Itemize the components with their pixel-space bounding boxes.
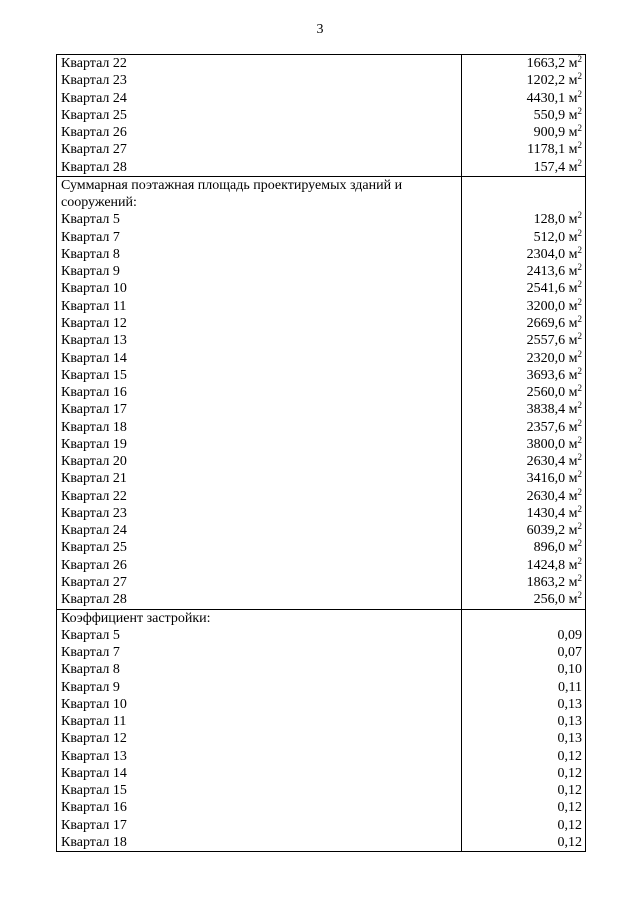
quarter-label: Квартал 15	[61, 367, 127, 383]
unit-power: 2	[577, 211, 582, 221]
unit-power: 2	[577, 72, 582, 82]
unit-symbol: м	[568, 229, 578, 245]
unit-power: 2	[577, 332, 582, 342]
value-unit	[565, 212, 582, 227]
unit-power: 2	[577, 522, 582, 532]
quarter-label: Квартал 10	[61, 696, 127, 712]
unit-symbol: м	[568, 488, 578, 504]
section-row	[57, 176, 586, 609]
quarter-value	[462, 72, 582, 89]
quarter-value	[462, 782, 582, 799]
value-number: 256,0	[533, 592, 566, 608]
unit-power: 2	[577, 591, 582, 601]
value-number: 1202,2	[526, 73, 566, 89]
quarter-label: Квартал 25	[61, 540, 127, 556]
quarter-label: Квартал 16	[61, 385, 127, 401]
quarter-value	[462, 522, 582, 539]
quarter-value	[462, 765, 582, 782]
quarter-label: Квартал 12	[61, 731, 127, 747]
unit-symbol: м	[568, 281, 578, 297]
unit-symbol: м	[568, 557, 578, 573]
quarter-value	[462, 229, 582, 246]
value-number: 1663,2	[526, 56, 566, 71]
quarter-label: Квартал 10	[61, 281, 127, 297]
quarter-value	[462, 591, 582, 608]
value-unit	[565, 523, 582, 538]
quarter-label: Квартал 24	[61, 523, 127, 539]
unit-power: 2	[577, 228, 582, 238]
value-unit	[565, 558, 582, 573]
quarter-value	[462, 557, 582, 574]
quarter-label: Квартал 13	[61, 748, 127, 764]
unit-symbol: м	[568, 246, 578, 262]
unit-power: 2	[577, 158, 582, 168]
quarter-label: Квартал 26	[61, 557, 127, 573]
heading-value-spacer	[462, 177, 582, 212]
quarter-value	[462, 574, 582, 591]
unit-symbol: м	[568, 402, 578, 418]
quarter-label: Квартал 17	[61, 817, 127, 833]
quarter-value	[462, 748, 582, 765]
unit-power: 2	[577, 263, 582, 273]
value-unit	[565, 540, 582, 555]
unit-symbol: м	[568, 592, 578, 608]
quarter-value	[462, 488, 582, 505]
quarter-label: Квартал 16	[61, 800, 127, 816]
quarter-label: Квартал 27	[61, 574, 127, 590]
quarter-value	[462, 661, 582, 678]
quarter-label: Квартал 21	[61, 471, 127, 487]
value-number: 2413,6	[526, 264, 566, 280]
section-values-cell	[462, 176, 586, 609]
value-number: 2560,0	[526, 385, 566, 401]
quarter-label: Квартал 19	[61, 436, 127, 452]
section-labels-cell	[57, 55, 462, 177]
value-number: 3838,4	[526, 402, 566, 418]
quarter-label: Квартал 8	[61, 662, 120, 678]
quarter-label: Квартал 25	[61, 107, 127, 123]
section-values-cell	[462, 55, 586, 177]
quarter-value	[462, 834, 582, 851]
value-unit	[565, 160, 582, 175]
value-number: 2304,0	[526, 246, 566, 262]
indicators-table-body	[57, 55, 586, 852]
unit-symbol: м	[568, 142, 578, 158]
quarter-value	[462, 696, 582, 713]
quarter-label: Квартал 18	[61, 419, 127, 435]
value-unit	[565, 299, 582, 314]
value-number: 0,09	[557, 627, 582, 643]
quarter-value	[462, 107, 582, 124]
quarter-label: Квартал 14	[61, 765, 127, 781]
value-unit	[565, 506, 582, 521]
value-unit	[565, 230, 582, 245]
quarter-value	[462, 315, 582, 332]
unit-power: 2	[577, 470, 582, 480]
value-unit	[565, 264, 582, 279]
value-number: 2541,6	[526, 281, 566, 297]
unit-symbol: м	[568, 471, 578, 487]
unit-power: 2	[577, 349, 582, 359]
unit-symbol: м	[568, 90, 578, 106]
value-unit	[565, 91, 582, 106]
page-number: 3	[316, 22, 324, 37]
unit-symbol: м	[568, 212, 578, 228]
quarter-value	[462, 505, 582, 522]
value-unit	[565, 402, 582, 417]
unit-power: 2	[577, 539, 582, 549]
value-unit	[565, 108, 582, 123]
value-number: 0,13	[557, 714, 582, 730]
value-unit	[565, 247, 582, 262]
value-unit	[565, 56, 582, 71]
unit-power: 2	[577, 106, 582, 116]
quarter-label: Квартал 7	[61, 645, 120, 661]
value-number: 4430,1	[526, 90, 566, 106]
quarter-label: Квартал 23	[61, 73, 127, 89]
unit-symbol: м	[568, 385, 578, 401]
value-number: 0,12	[557, 748, 582, 764]
section-heading: Суммарная поэтажная площадь проектируемых зданий и сооружений:	[61, 177, 403, 211]
value-number: 550,9	[533, 107, 566, 123]
unit-symbol: м	[568, 125, 578, 141]
quarter-value	[462, 436, 582, 453]
value-unit	[565, 592, 582, 607]
quarter-label: Квартал 15	[61, 783, 127, 799]
value-unit	[565, 489, 582, 504]
unit-symbol: м	[568, 454, 578, 470]
unit-symbol: м	[568, 523, 578, 539]
quarter-value	[462, 627, 582, 644]
unit-symbol: м	[568, 350, 578, 366]
quarter-label: Квартал 14	[61, 350, 127, 366]
unit-power: 2	[577, 418, 582, 428]
value-number: 2357,6	[526, 419, 566, 435]
quarter-value	[462, 211, 582, 228]
value-unit	[565, 368, 582, 383]
quarter-value	[462, 246, 582, 263]
quarter-label: Квартал 28	[61, 592, 127, 608]
value-unit	[565, 575, 582, 590]
value-number: 3800,0	[526, 436, 566, 452]
quarter-value	[462, 124, 582, 141]
quarter-value	[462, 367, 582, 384]
value-number: 0,13	[557, 696, 582, 712]
unit-power: 2	[577, 366, 582, 376]
unit-power: 2	[577, 280, 582, 290]
section-row	[57, 55, 586, 177]
quarter-label: Квартал 11	[61, 298, 127, 314]
value-number: 6039,2	[526, 523, 566, 539]
quarter-label: Квартал 11	[61, 714, 127, 730]
value-unit	[565, 420, 582, 435]
unit-symbol: м	[568, 419, 578, 435]
unit-symbol: м	[568, 298, 578, 314]
value-number: 0,12	[557, 817, 582, 833]
quarter-value	[462, 644, 582, 661]
unit-power: 2	[577, 141, 582, 151]
value-unit	[565, 125, 582, 140]
quarter-value	[462, 713, 582, 730]
unit-symbol: м	[568, 107, 578, 123]
value-number: 2557,6	[526, 333, 566, 349]
unit-power: 2	[577, 245, 582, 255]
quarter-value	[462, 141, 582, 158]
unit-power: 2	[577, 504, 582, 514]
quarter-value	[462, 799, 582, 816]
quarter-label: Квартал 13	[61, 333, 127, 349]
unit-power: 2	[577, 297, 582, 307]
quarter-value	[462, 350, 582, 367]
section-labels-cell	[57, 176, 462, 609]
unit-symbol: м	[568, 436, 578, 452]
value-number: 0,11	[558, 679, 582, 695]
unit-symbol: м	[568, 574, 578, 590]
value-unit	[565, 333, 582, 348]
quarter-value	[462, 470, 582, 487]
quarter-value	[462, 90, 582, 107]
quarter-value	[462, 453, 582, 470]
value-unit	[565, 454, 582, 469]
quarter-value	[462, 419, 582, 436]
value-number: 157,4	[533, 159, 566, 175]
unit-power: 2	[577, 55, 582, 64]
unit-symbol: м	[568, 264, 578, 280]
quarter-value	[462, 159, 582, 176]
quarter-label: Квартал 7	[61, 229, 120, 245]
unit-power: 2	[577, 384, 582, 394]
value-number: 512,0	[533, 229, 566, 245]
unit-power: 2	[577, 124, 582, 134]
unit-symbol: м	[568, 56, 578, 71]
quarter-label: Квартал 18	[61, 834, 127, 850]
quarter-value	[462, 817, 582, 834]
value-number: 2320,0	[526, 350, 566, 366]
value-number: 2630,4	[526, 454, 566, 470]
quarter-value	[462, 539, 582, 556]
quarter-value	[462, 384, 582, 401]
quarter-value	[462, 401, 582, 418]
quarter-label: Квартал 22	[61, 488, 127, 504]
section-labels-cell	[57, 609, 462, 852]
value-unit	[565, 142, 582, 157]
quarter-value	[462, 263, 582, 280]
quarter-label: Квартал 8	[61, 246, 120, 262]
quarter-label: Квартал 27	[61, 142, 127, 158]
value-unit	[565, 73, 582, 88]
unit-power: 2	[577, 556, 582, 566]
value-unit	[565, 351, 582, 366]
value-unit	[565, 281, 582, 296]
heading-value-spacer	[462, 610, 582, 627]
indicators-table	[56, 54, 586, 852]
unit-power: 2	[577, 89, 582, 99]
quarter-label: Квартал 23	[61, 505, 127, 521]
unit-symbol: м	[568, 505, 578, 521]
value-number: 3200,0	[526, 298, 566, 314]
quarter-value	[462, 730, 582, 747]
quarter-label: Квартал 5	[61, 212, 120, 228]
quarter-label: Квартал 9	[61, 264, 120, 280]
value-number: 0,13	[557, 731, 582, 747]
value-number: 0,12	[557, 800, 582, 816]
unit-power: 2	[577, 401, 582, 411]
unit-power: 2	[577, 487, 582, 497]
value-number: 1178,1	[527, 142, 566, 158]
value-unit	[565, 385, 582, 400]
value-number: 1424,8	[526, 557, 566, 573]
value-number: 0,10	[557, 662, 582, 678]
quarter-value	[462, 332, 582, 349]
value-number: 0,07	[557, 645, 582, 661]
quarter-label: Квартал 22	[61, 56, 127, 71]
unit-power: 2	[577, 315, 582, 324]
unit-power: 2	[577, 573, 582, 583]
unit-power: 2	[577, 435, 582, 445]
quarter-value	[462, 55, 582, 72]
value-number: 2669,6	[526, 316, 566, 331]
unit-symbol: м	[568, 333, 578, 349]
value-number: 1863,2	[526, 574, 566, 590]
section-values-cell	[462, 609, 586, 852]
section-row	[57, 609, 586, 852]
value-unit	[565, 471, 582, 486]
section-heading: Коэффициент застройки:	[61, 610, 211, 626]
quarter-value	[462, 280, 582, 297]
value-number: 2630,4	[526, 488, 566, 504]
value-number: 1430,4	[526, 505, 566, 521]
quarter-label: Квартал 28	[61, 159, 127, 175]
quarter-label: Квартал 24	[61, 90, 127, 106]
value-number: 0,12	[557, 783, 582, 799]
unit-symbol: м	[568, 159, 578, 175]
value-unit	[565, 316, 582, 331]
value-number: 900,9	[533, 125, 566, 141]
quarter-value	[462, 679, 582, 696]
quarter-label: Квартал 9	[61, 679, 120, 695]
value-number: 896,0	[533, 540, 566, 556]
value-number: 0,12	[557, 765, 582, 781]
value-number: 128,0	[533, 212, 566, 228]
unit-symbol: м	[568, 367, 578, 383]
quarter-label: Квартал 17	[61, 402, 127, 418]
unit-symbol: м	[568, 540, 578, 556]
quarter-label: Квартал 20	[61, 454, 127, 470]
unit-symbol: м	[568, 316, 578, 331]
unit-symbol: м	[568, 73, 578, 89]
value-number: 3416,0	[526, 471, 566, 487]
quarter-label: Квартал 12	[61, 316, 127, 331]
value-unit	[565, 437, 582, 452]
quarter-value	[462, 298, 582, 315]
unit-power: 2	[577, 453, 582, 463]
value-number: 3693,6	[526, 367, 566, 383]
quarter-label: Квартал 26	[61, 125, 127, 141]
quarter-label: Квартал 5	[61, 627, 120, 643]
value-number: 0,12	[557, 834, 582, 850]
